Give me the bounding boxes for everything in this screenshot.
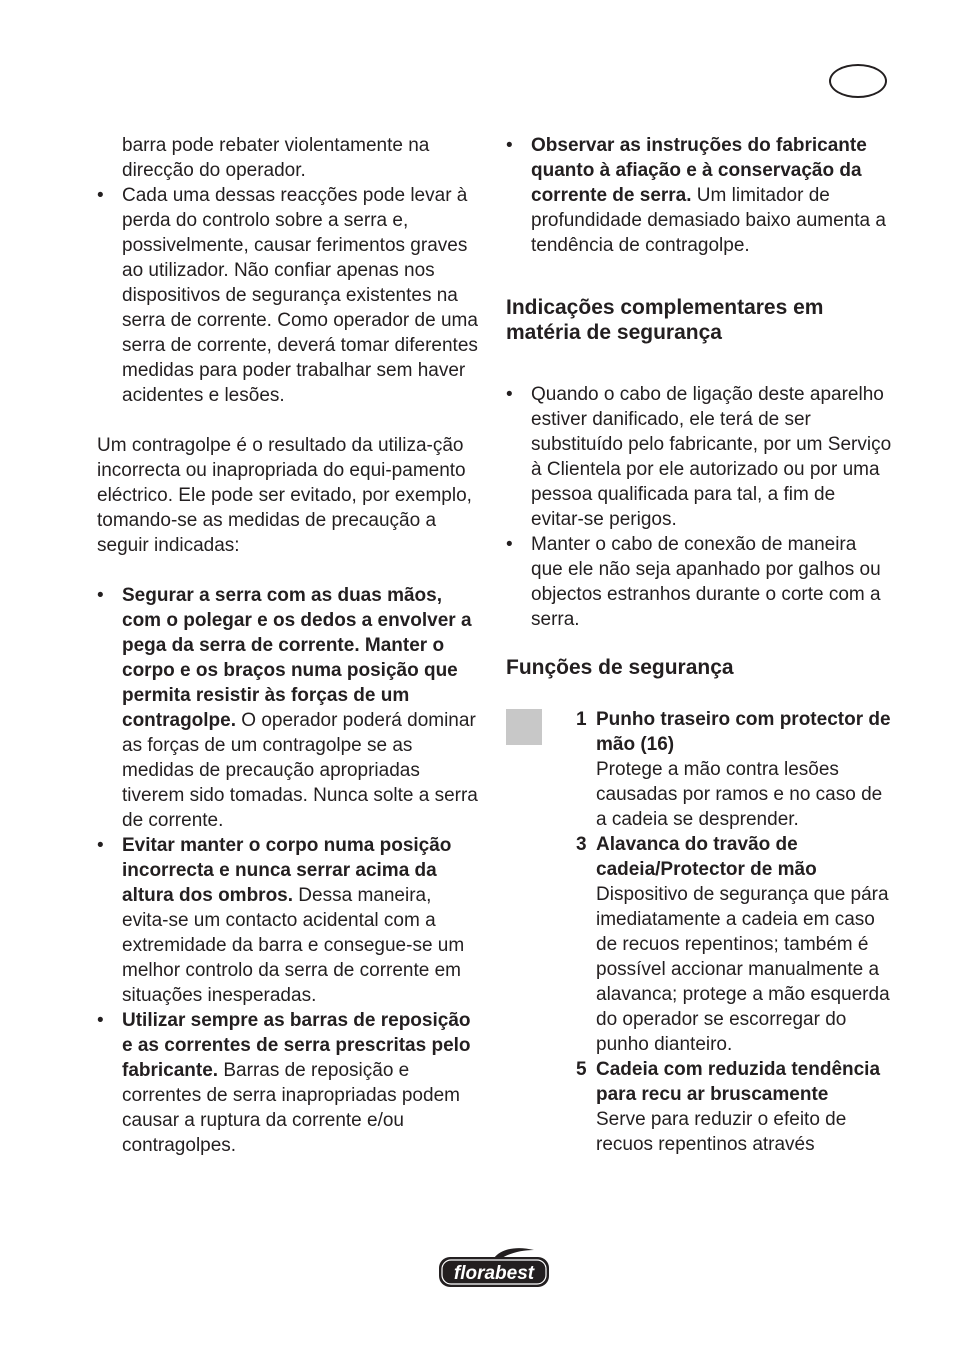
list-item: • Quando o cabo de ligação deste aparelho estiver danificado, ele terá de ser substituído pelo fabricante, por um Serviço à Clientela por ele autorizado ou por uma pessoa qualificada para tal, a fim de evitar-se perigos. [506, 384, 892, 530]
left-column [97, 133, 479, 1158]
bullet-icon: • [97, 585, 104, 606]
section-heading-functions: Funções de segurança [506, 656, 734, 679]
safety-functions [506, 707, 892, 1157]
bold-bullet-list-right [506, 133, 892, 258]
function-desc: Protege a mão contra lesões causadas por ramos e no caso de a cadeia se desprender. [596, 759, 883, 830]
image-placeholder [506, 709, 542, 745]
list-item: • Segurar a serra com as duas mãos, com o polegar e os dedos a envolver a pega da serra de corrente. Manter o corpo e os braços numa posição que permita resistir às forças de um contragolpe. O operador poderá dominar as forças de um contragolpe se as medidas de precaução apropriadas tiverem sido tomadas. Nunca solte a serra de corrente. [97, 585, 478, 831]
function-title: Cadeia com reduzida tendência para recu ar bruscamente [596, 1059, 881, 1105]
list-item: • Evitar manter o corpo numa posição incorrecta e nunca serrar acima da altura dos ombros. Dessa maneira, evita-se um contacto acidental com a extremidade da barra e consegue-se um melhor controlo da serra de corrente em situações inesperadas. [97, 835, 465, 1006]
logo-text: florabest [453, 1263, 535, 1284]
bullet-icon: • [506, 384, 513, 405]
list-item: • Manter o cabo de conexão de maneira que ele não seja apanhado por galhos ou objectos estranhos durante o corte com a serra. [506, 534, 881, 630]
bullet-list-right [506, 382, 892, 632]
function-desc: Dispositivo de segurança que pára imediatamente a cadeia em caso de recuos repentinos; também é possível accionar manualmente a alavanca; protege a mão esquerda do operador se escorregar do punho dianteiro. [596, 884, 890, 1055]
list-item: • Cada uma dessas reacções pode levar à perda do controlo sobre a serra e, possivelmente, causar ferimentos graves ao utilizador. Não confiar apenas nos dispositivos de segurança existentes na serra de corrente. Como operador de uma serra de corrente, deverá tomar diferentes medidas para poder trabalhar sem haver acidentes e lesões. [97, 185, 478, 406]
function-list [576, 707, 892, 1157]
continued-text: barra pode rebater violentamente na direcção do operador. [122, 135, 430, 181]
function-item: 1 Punho traseiro com protector de mão (16) Protege a mão contra lesões causadas por ramos e no caso de a cadeia se desprender. [576, 709, 891, 830]
section-heading-safety: Indicações complementares em matéria de segurança [506, 296, 824, 344]
list-item: • Observar as instruções do fabricante quanto à afiação e à conservação da corrente de serra. Um limitador de profundidade demasiado baixo aumenta a tendência de contragolpe. [506, 135, 886, 256]
florabest-logo [436, 1244, 552, 1290]
bullet-icon: • [506, 534, 513, 555]
function-desc: Serve para reduzir o efeito de recuos repentinos através [596, 1109, 847, 1155]
function-title: Punho traseiro com protector de mão (16) [596, 709, 891, 755]
bullet-icon: • [97, 835, 104, 856]
bullet-icon: • [97, 1010, 104, 1031]
bullet-icon: • [506, 135, 513, 156]
paragraph: Um contragolpe é o resultado da utiliza-ção incorrecta ou inapropriada do equi-pamento eléctrico. Ele pode ser evitado, por exemplo, tomando-se as medidas de precaução a seguir indicadas: [97, 435, 472, 556]
language-marker [829, 64, 887, 98]
list-item: • Utilizar sempre as barras de reposição e as correntes de serra prescritas pelo fabricante. Barras de reposição e correntes de serra inapropriadas podem causar a ruptura da corrente e/ou contragolpes. [97, 1010, 471, 1156]
bullet-icon: • [97, 185, 104, 206]
right-column [506, 133, 892, 1157]
function-item: 5 Cadeia com reduzida tendência para recu ar bruscamente Serve para reduzir o efeito de recuos repentinos através [576, 1059, 881, 1155]
function-item: 3 Alavanca do travão de cadeia/Protector de mão Dispositivo de segurança que pára imediatamente a cadeia em caso de recuos repentinos; também é possível accionar manualmente a alavanca; protege a mão esquerda do operador se escorregar do punho dianteiro. [576, 834, 890, 1055]
bold-bullet-list [97, 583, 479, 1158]
function-title: Alavanca do travão de cadeia/Protector de mão [596, 834, 817, 880]
bullet-list-1 [97, 183, 479, 408]
